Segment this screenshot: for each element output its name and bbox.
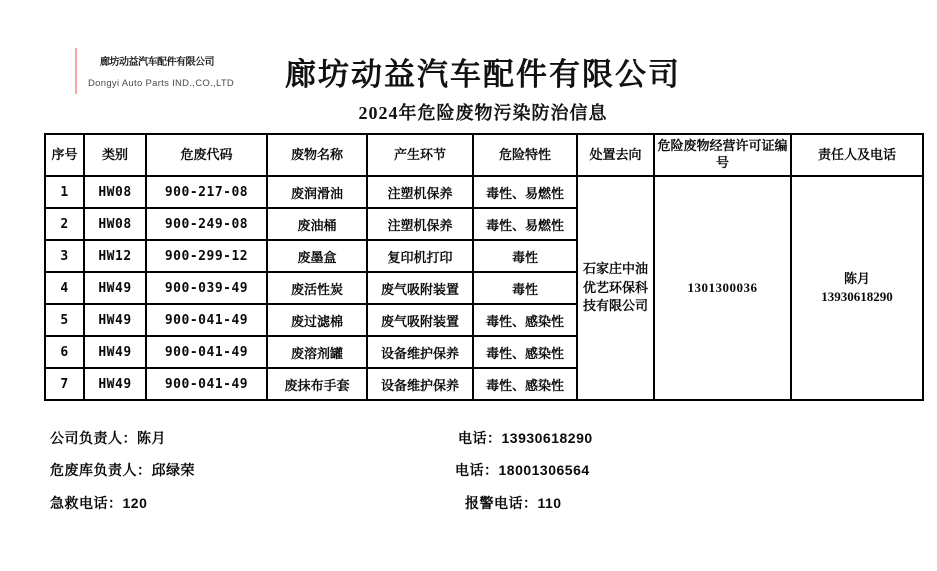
company-responsible-label: 公司负责人：陈月 [50,430,166,446]
cell-waste-code: 900-041-49 [146,368,267,400]
cell-hazard-property: 毒性 [473,272,577,304]
cell-waste-name: 废油桶 [267,208,367,240]
header-license-number: 危险废物经营许可证编号 [654,134,791,176]
warehouse-responsible-label: 危废库负责人：邱绿荣 [50,462,195,478]
cell-production-stage: 废气吸附装置 [367,272,473,304]
cell-serial: 4 [45,272,84,304]
warehouse-responsible-phone: 电话：18001306564 [455,462,590,478]
hazardous-waste-table [44,133,924,401]
responsible-person-name: 陈月 [843,270,870,286]
cell-waste-code: 900-041-49 [146,304,267,336]
cell-category: HW08 [84,176,146,208]
police-phone: 报警电话：110 [465,495,562,511]
page-subtitle: 2024年危险废物污染防治信息 [358,103,608,124]
cell-category: HW08 [84,208,146,240]
cell-hazard-property: 毒性、易燃性 [473,208,577,240]
cell-hazard-property: 毒性、感染性 [473,368,577,400]
cell-serial: 6 [45,336,84,368]
cell-production-stage: 注塑机保养 [367,208,473,240]
cell-serial: 7 [45,368,84,400]
cell-license-number: 1301300036 [654,176,791,400]
emergency-phone: 急救电话：120 [50,495,148,511]
logo-company-name-cn: 廊坊动益汽车配件有限公司 [100,57,214,68]
cell-category: HW49 [84,336,146,368]
cell-waste-code: 900-041-49 [146,336,267,368]
logo-company-name-en: Dongyi Auto Parts IND.,CO.,LTD [88,78,235,89]
cell-waste-code: 900-217-08 [146,176,267,208]
cell-production-stage: 复印机打印 [367,240,473,272]
header-waste-name: 废物名称 [267,134,367,176]
table-header-row [45,134,923,176]
cell-waste-code: 900-299-12 [146,240,267,272]
cell-category: HW12 [84,240,146,272]
cell-hazard-property: 毒性、易燃性 [473,176,577,208]
cell-serial: 1 [45,176,84,208]
cell-production-stage: 设备维护保养 [367,336,473,368]
page-title: 廊坊动益汽车配件有限公司 [285,57,681,92]
table-row [45,176,923,208]
cell-waste-name: 废过滤棉 [267,304,367,336]
cell-production-stage: 注塑机保养 [367,176,473,208]
header-disposal-destination: 处置去向 [577,134,654,176]
cell-hazard-property: 毒性、感染性 [473,336,577,368]
cell-waste-name: 废抹布手套 [267,368,367,400]
cell-waste-name: 废润滑油 [267,176,367,208]
cell-waste-name: 废溶剂罐 [267,336,367,368]
header-production-stage: 产生环节 [367,134,473,176]
cell-waste-code: 900-249-08 [146,208,267,240]
cell-waste-code: 900-039-49 [146,272,267,304]
responsible-person-phone: 13930618290 [821,289,893,304]
cell-category: HW49 [84,272,146,304]
cell-hazard-property: 毒性 [473,240,577,272]
header-responsible-contact: 责任人及电话 [791,134,923,176]
header-hazard-property: 危险特性 [473,134,577,176]
header-waste-code: 危废代码 [146,134,267,176]
cell-category: HW49 [84,368,146,400]
cell-production-stage: 设备维护保养 [367,368,473,400]
cell-waste-name: 废活性炭 [267,272,367,304]
cell-disposal-destination: 石家庄中油优艺环保科技有限公司 [577,176,654,400]
title-block [44,56,922,125]
cell-production-stage: 废气吸附装置 [367,304,473,336]
cell-responsible-contact [791,176,923,400]
cell-serial: 2 [45,208,84,240]
cell-category: HW49 [84,304,146,336]
header-serial: 序号 [45,134,84,176]
cell-serial: 5 [45,304,84,336]
header-category: 类别 [84,134,146,176]
cell-waste-name: 废墨盒 [267,240,367,272]
cell-serial: 3 [45,240,84,272]
company-responsible-phone: 电话：13930618290 [458,430,593,446]
cell-hazard-property: 毒性、感染性 [473,304,577,336]
